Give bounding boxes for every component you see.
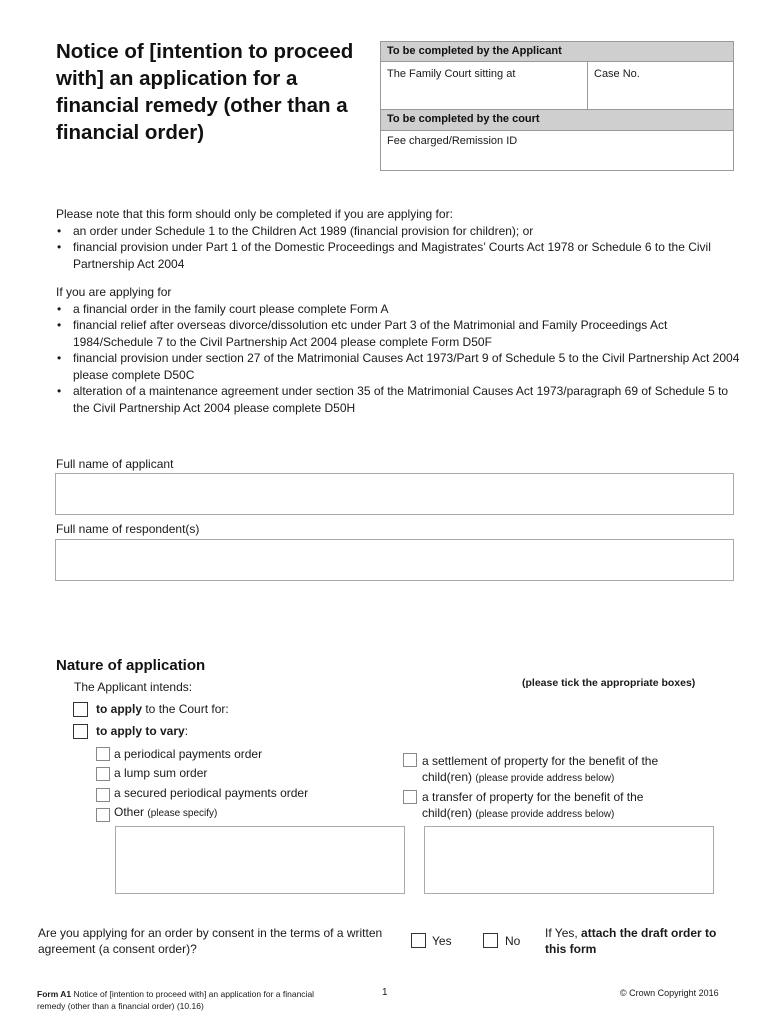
secured-periodical-label: a secured periodical payments order — [114, 786, 309, 800]
consent-yes-checkbox[interactable] — [411, 933, 426, 948]
nature-heading: Nature of application — [56, 657, 206, 674]
other-text: Other — [114, 805, 145, 819]
intends-label: The Applicant intends: — [74, 680, 193, 694]
list-item: • a financial order in the family court please complete Form A — [56, 301, 746, 318]
transfer-text-1: a transfer of property for the benefit of the — [422, 790, 644, 804]
periodical-payments-checkbox[interactable] — [96, 747, 110, 761]
fee-field[interactable] — [381, 131, 733, 147]
settlement-text-2: child(ren) — [422, 770, 473, 784]
alternative-forms-list — [56, 301, 746, 417]
vary-colon: : — [184, 724, 189, 738]
form-id: Form A1 — [37, 989, 72, 999]
consent-no-label: No — [505, 934, 521, 948]
other-checkbox[interactable] — [96, 808, 110, 822]
settlement-note: (please provide address below) — [475, 773, 615, 784]
lump-sum-checkbox[interactable] — [96, 767, 110, 781]
consent-note-plain: If Yes, — [545, 926, 582, 940]
intro-guidance — [56, 206, 746, 416]
consent-instruction — [545, 925, 735, 957]
consent-no-checkbox[interactable] — [483, 933, 498, 948]
transfer-note: (please provide address below) — [475, 809, 615, 820]
intro-note: Please note that this form should only be completed if you are applying for: — [56, 207, 453, 221]
form-title: Notice of [intention to proceed with] an application for a financial remedy (other than a financial order) — [56, 40, 354, 144]
lump-sum-label: a lump sum order — [114, 766, 208, 780]
consent-yes-label: Yes — [432, 934, 452, 948]
applicant-section-header: To be completed by the Applicant — [381, 42, 733, 62]
list-item: • financial provision under Part 1 of the Domestic Proceedings and Magistrates’ Courts Act 1978 or Schedule 6 to the Civil Partnership Act 2004 — [56, 239, 746, 272]
court-case-row — [381, 62, 733, 110]
form-description: Notice of [intention to proceed with] an application for a financial remedy (other than a financial order) (10.16) — [37, 989, 315, 1011]
property-address-input[interactable] — [424, 826, 714, 894]
fee-label: Fee charged/Remission ID — [387, 135, 518, 147]
transfer-text-2: child(ren) — [422, 806, 473, 820]
other-label — [114, 805, 217, 819]
apply-checkbox[interactable] — [73, 702, 88, 717]
apply-rest-text: to the Court for: — [142, 702, 229, 716]
case-no-label: Case No. — [594, 68, 640, 80]
vary-checkbox[interactable] — [73, 724, 88, 739]
settlement-text-1: a settlement of property for the benefit of the — [422, 754, 659, 768]
if-applying-note: If you are applying for — [56, 285, 172, 299]
list-item: • financial relief after overseas divorce/dissolution etc under Part 3 of the Matrimonial and Family Proceedings Act 1984/Schedule 7 to the Civil Partnership Act 2004 please complete Form D50F — [56, 317, 746, 350]
settlement-checkbox[interactable] — [403, 753, 417, 767]
respondent-name-label: Full name of respondent(s) — [56, 522, 200, 536]
vary-option-label — [96, 724, 188, 738]
consent-note-bold: attach the draft order to this form — [545, 926, 717, 956]
court-use-box — [380, 41, 734, 171]
apply-bold-text: to apply — [96, 702, 143, 716]
family-court-field[interactable] — [381, 62, 588, 109]
applicable-list — [56, 223, 746, 273]
copyright: © Crown Copyright 2016 — [620, 988, 719, 998]
page-number: 1 — [382, 987, 388, 998]
vary-bold-text: to apply to vary — [96, 724, 185, 738]
other-specify-input[interactable] — [115, 826, 405, 894]
other-specify-note: (please specify) — [147, 808, 218, 819]
court-section-header: To be completed by the court — [381, 110, 733, 131]
periodical-payments-label: a periodical payments order — [114, 747, 263, 761]
settlement-label — [422, 753, 658, 787]
apply-option-label — [96, 702, 229, 716]
footer-form-info — [37, 988, 337, 1012]
respondent-name-input[interactable] — [55, 539, 734, 581]
case-no-field[interactable] — [588, 62, 733, 109]
family-court-label: The Family Court sitting at — [387, 68, 516, 80]
consent-question: Are you applying for an order by consent in the terms of a written agreement (a consent order)? — [38, 926, 383, 956]
transfer-label — [422, 789, 643, 823]
list-item: • alteration of a maintenance agreement under section 35 of the Matrimonial Causes Act 1973/paragraph 69 of Schedule 5 to the Civil Partnership Act 2004 please complete D50H — [56, 383, 746, 416]
list-item: • financial provision under section 27 of the Matrimonial Causes Act 1973/Part 9 of Schedule 5 to the Civil Partnership Act 2004 please complete D50C — [56, 350, 746, 383]
tick-instruction: (please tick the appropriate boxes) — [522, 677, 696, 689]
transfer-checkbox[interactable] — [403, 790, 417, 804]
applicant-name-input[interactable] — [55, 473, 734, 515]
list-item: • an order under Schedule 1 to the Children Act 1989 (financial provision for children); or — [56, 223, 746, 240]
applicant-name-label: Full name of applicant — [56, 457, 174, 471]
secured-periodical-checkbox[interactable] — [96, 788, 110, 802]
